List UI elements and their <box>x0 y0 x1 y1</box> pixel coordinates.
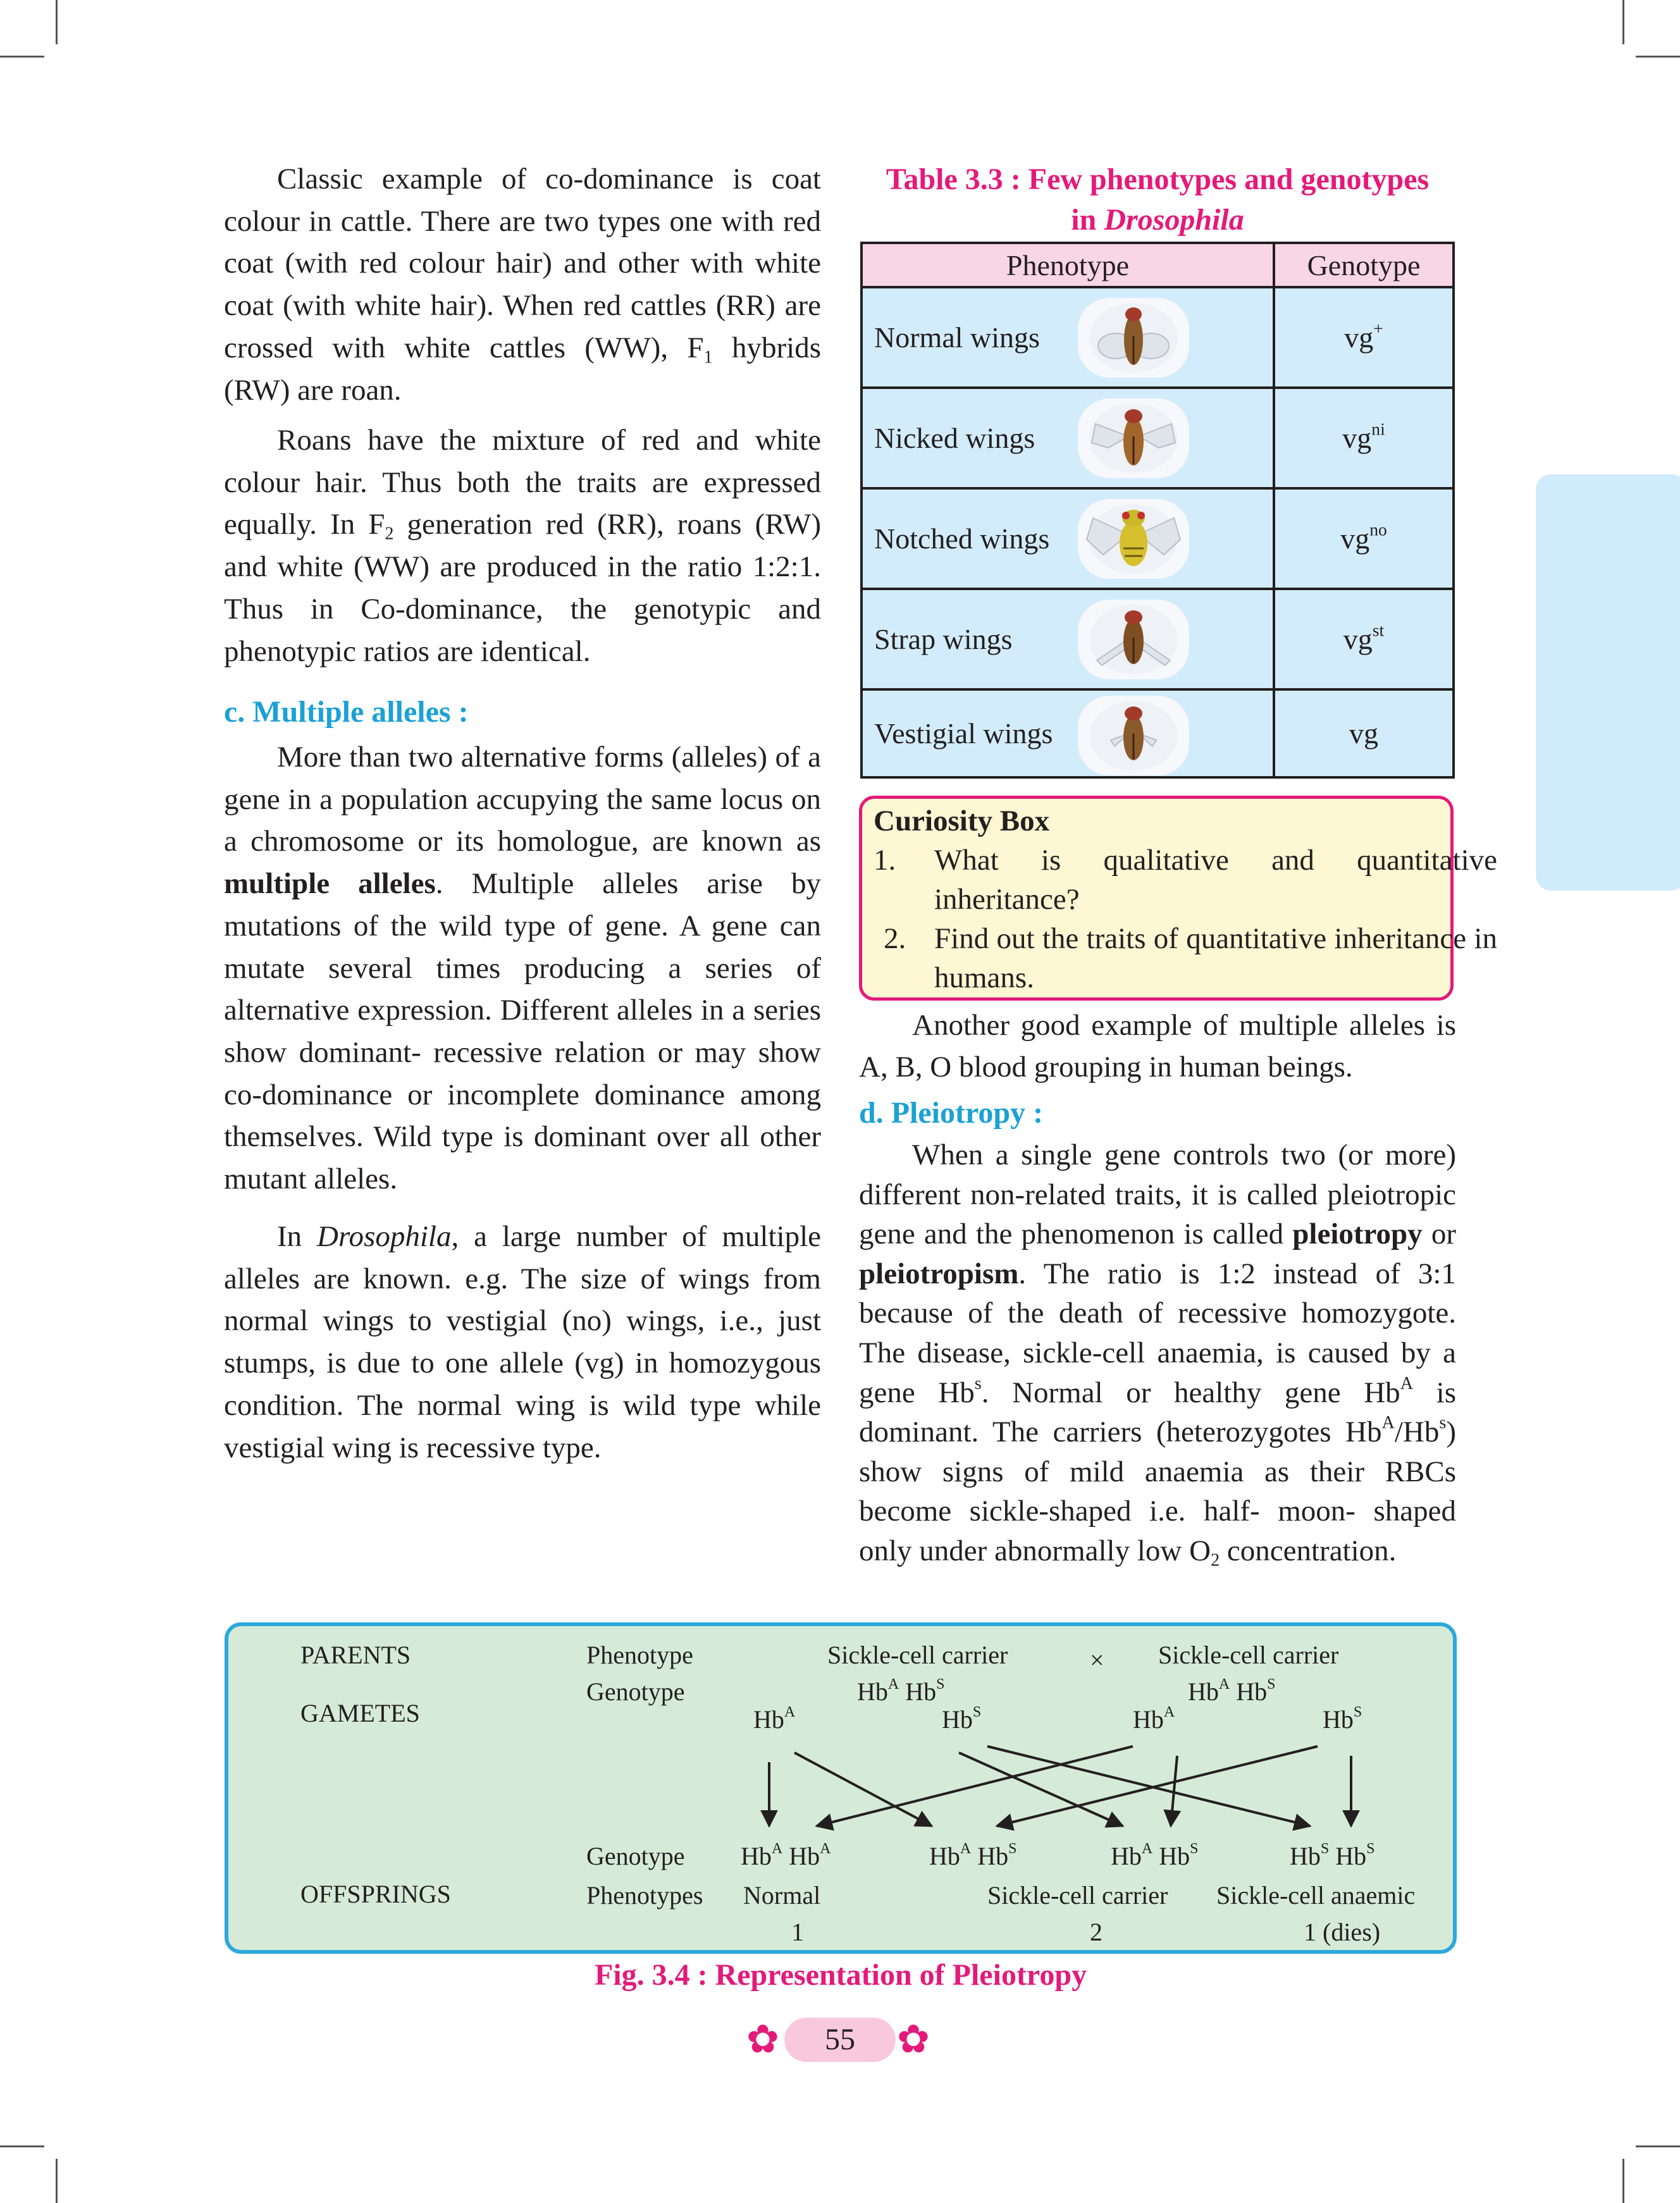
phenotype-cell <box>862 287 1274 388</box>
phenotype-label: Nicked wings <box>874 422 1035 454</box>
fly-nicked-wings-image <box>1078 398 1189 478</box>
offsprings-label: OFFSPRINGS <box>300 1880 451 1908</box>
genotype-label: vg <box>1340 522 1370 555</box>
genotype-label: vg <box>1343 623 1373 655</box>
crop-mark <box>1622 2159 1624 2203</box>
allele-superscript: st <box>1372 620 1385 640</box>
cross-symbol: × <box>1090 1646 1104 1674</box>
phenotype-cell <box>862 589 1274 689</box>
genotype-label: vg <box>1342 422 1372 454</box>
genotype-row-label: Genotype <box>586 1677 685 1706</box>
curiosity-box <box>859 796 1497 1001</box>
multiple-alleles-paragraph-1: More than two alternative forms (alleles) of a gene in a population accupying the same locus on a chromosome or its homologue, are known as multiple alleles. Multiple alleles arise by mutations of the wild type of gene. A gene can mutate several times producing a series of alternative expression. Different alleles in a series show dominant- recessive relation or may show co-dominance or incomplete dominance among themselves. Wild type is dominant over all other mutant alleles. <box>224 741 821 1196</box>
phenotype-header: Phenotype <box>862 243 1274 287</box>
item-text: What is qualitative and quantitative inheritance? <box>934 844 1497 916</box>
crop-mark <box>1636 2145 1680 2147</box>
table-caption: Table 3.3 : Few phenotypes and genotypes in Drosophila <box>886 163 1430 237</box>
curiosity-item-1 <box>874 841 1497 919</box>
table-row <box>862 287 1454 388</box>
fly-notched-wings-image <box>1078 499 1189 579</box>
crop-mark <box>56 0 58 44</box>
ratio-normal: 1 <box>791 1918 804 1946</box>
parent-1-genotype: $Hb^A$ $Hb^S$ <box>857 1676 945 1706</box>
table-row <box>862 388 1454 488</box>
phenotype-cell <box>862 388 1274 488</box>
genotype-label: vg <box>1344 321 1374 354</box>
gametes-label: GAMETES <box>300 1699 420 1727</box>
item-number: 2. <box>884 922 906 955</box>
arrow-hbA2-to-offspring1 <box>817 1746 1133 1826</box>
crop-mark <box>1636 56 1680 58</box>
table-row <box>862 689 1454 777</box>
offspring-phenotype-anaemic: Sickle-cell anaemic <box>1216 1881 1416 1910</box>
offspring-phenotypes-label: Phenotypes <box>586 1881 703 1910</box>
arrow-hbS2-to-offspring2 <box>997 1746 1318 1826</box>
parents-label: PARENTS <box>300 1641 411 1669</box>
parent-1-phenotype: Sickle-cell carrier <box>827 1641 1008 1669</box>
genotype-cell <box>1274 287 1454 388</box>
crop-mark <box>1622 0 1624 44</box>
offspring-genotype-2: $Hb^A$ $Hb^S$ <box>929 1841 1017 1870</box>
genotype-cell <box>1274 689 1454 777</box>
gamete-hbS-2: $Hb^S$ <box>1323 1704 1362 1734</box>
offspring-genotype-3: $Hb^A$ $Hb^S$ <box>1111 1841 1199 1870</box>
multiple-alleles-heading: c. Multiple alleles : <box>224 695 469 729</box>
table-header-row <box>862 243 1454 287</box>
pleiotropy-paragraph: When a single gene controls two (or more) different non-related traits, it is called pleiotropic gene and the phenomenon is called pleiotropy or pleiotropism. The ratio is 1:2 instead of 3:1 because of the death of recessive homozygote. The disease, sickle-cell anaemia, is caused by a gene Hb$^s$. Normal or healthy gene $Hb^A$ is dominant. The carriers (heterozygotes $Hb^A/Hb^s$) show signs of mild anaemia as their RBCs become sickle-shaped i.e. half- moon- shaped only under abnormally low $O_2$ concentration. <box>859 1139 1456 1570</box>
offspring-genotype-1: $Hb^A$ $Hb^A$ <box>741 1841 831 1870</box>
table-row <box>862 488 1454 589</box>
fly-strap-wings-image <box>1078 600 1189 679</box>
codominance-paragraph-1: Classic example of co-dominance is coat colour in cattle. There are two types one with red coat (with red colour hair) and other with white coat (with white hair). When red cattles (RR) are crossed with white cattles (WW), $F_1$ hybrids (RW) are roan. <box>224 163 821 407</box>
genotype-cell <box>1274 488 1454 589</box>
allele-superscript: ni <box>1371 419 1385 439</box>
phenotype-label: Strap wings <box>874 623 1013 655</box>
gamete-hbS-1: $Hb^S$ <box>942 1704 982 1734</box>
offspring-genotype-4: $Hb^S$ $Hb^S$ <box>1290 1841 1375 1870</box>
gamete-hbA-1: $Hb^A$ <box>753 1704 796 1734</box>
crop-mark <box>56 2159 58 2203</box>
phenotype-cell <box>862 689 1274 777</box>
phenotype-label: Normal wings <box>874 321 1040 354</box>
flower-ornament-left-icon: ✿ <box>746 2018 779 2061</box>
allele-superscript: + <box>1373 318 1383 338</box>
gamete-hbA-2: $Hb^A$ <box>1133 1704 1175 1734</box>
curiosity-box-title: Curiosity Box <box>874 805 1050 837</box>
offspring-phenotype-carrier: Sickle-cell carrier <box>987 1881 1168 1910</box>
table-row <box>862 589 1454 689</box>
genotype-cell <box>1274 388 1454 488</box>
flower-ornament-right-icon: ✿ <box>897 2018 930 2061</box>
ratio-carrier: 2 <box>1090 1918 1102 1946</box>
genotype-label: vg <box>1349 717 1378 750</box>
figure-caption: Fig. 3.4 : Representation of Pleiotropy <box>594 1958 1087 1992</box>
multiple-alleles-paragraph-2: In Drosophila, a large number of multiple alleles are known. e.g. The size of wings from normal wings to vestigial (no) wings, i.e., just stumps, is due to one allele (vg) in homozygous condition. The normal wing is wild type while vestigial wing is recessive type. <box>224 1220 821 1464</box>
chapter-side-tab <box>1536 474 1680 891</box>
phenotype-label: Notched wings <box>874 522 1050 555</box>
item-number: 1. <box>874 844 896 877</box>
curiosity-item-2 <box>874 919 1497 997</box>
phenotype-cell <box>862 488 1274 589</box>
ratio-anaemic: 1 (dies) <box>1304 1918 1381 1946</box>
parent-2-genotype: $Hb^A$ $Hb^S$ <box>1188 1676 1276 1706</box>
genotype-header: Genotype <box>1274 243 1454 287</box>
pleiotropy-heading: d. Pleiotropy : <box>859 1096 1044 1130</box>
offspring-genotype-label: Genotype <box>586 1842 685 1870</box>
item-text: Find out the traits of quantitative inheritance in humans. <box>934 922 1497 994</box>
phenotype-row-label: Phenotype <box>586 1641 693 1669</box>
crop-mark <box>0 2145 44 2147</box>
fly-vestigial-wings-image <box>1078 696 1189 775</box>
codominance-paragraph-2: Roans have the mixture of red and white colour hair. Thus both the traits are expressed equally. In $F_2$ generation red (RR), roans (RW) and white (WW) are produced in the ratio 1:2:1. Thus in Co-dominance, the genotypic and phenotypic ratios are identical. <box>224 424 822 668</box>
parent-2-phenotype: Sickle-cell carrier <box>1158 1641 1339 1669</box>
drosophila-phenotype-table <box>860 242 1455 779</box>
crop-mark <box>0 56 44 58</box>
genotype-cell <box>1274 589 1454 689</box>
fly-normal-wings-image <box>1078 298 1189 378</box>
allele-superscript: no <box>1369 519 1387 540</box>
page-number: 55 <box>784 2018 896 2062</box>
pleiotropy-figure <box>225 1622 1457 1954</box>
offspring-phenotype-normal: Normal <box>743 1881 821 1910</box>
phenotype-label: Vestigial wings <box>874 717 1053 750</box>
abo-paragraph: Another good example of multiple alleles is A, B, O blood grouping in human beings. <box>859 1009 1456 1083</box>
